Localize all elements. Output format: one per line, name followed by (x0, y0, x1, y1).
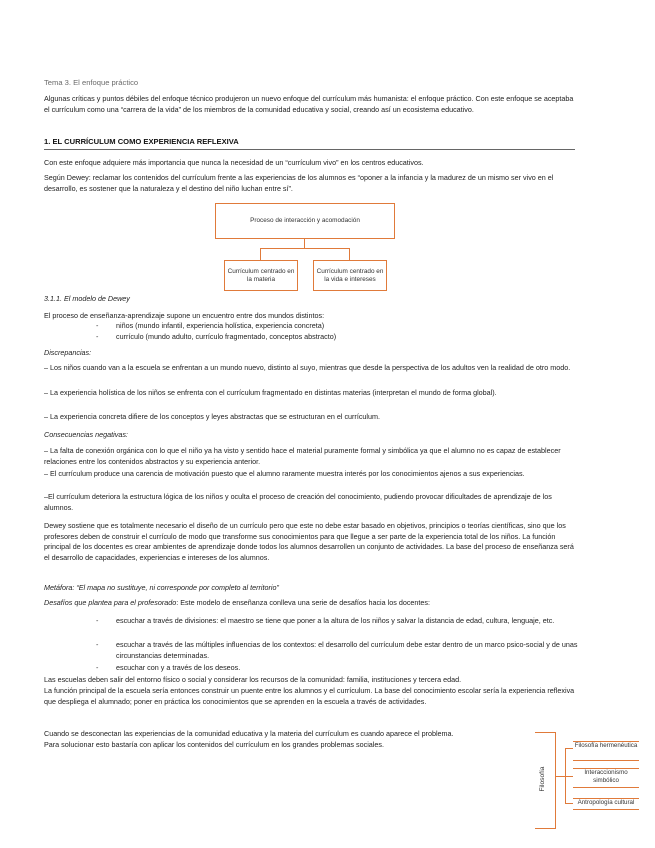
world-item: niños (mundo infantil, experiencia holística, experiencia concreta) (116, 321, 325, 330)
discrepancia-item: – La experiencia concreta difiere de los conceptos y leyes abstractas que se estructuran en el currículum. (44, 412, 380, 421)
mindmap-connector (565, 748, 573, 749)
bullet-dash: - (96, 616, 99, 625)
discrepancias-label: Discrepancias: (44, 348, 92, 357)
section-divider (44, 149, 575, 150)
mindmap-root-label: Filosofía (539, 766, 546, 792)
mindmap-connector (556, 776, 565, 777)
paragraph-1: Con este enfoque adquiere más importancia que nunca la necesidad de un “currículum vivo” en los centros educativos. (44, 158, 424, 167)
consecuencia-item: –El currículum deteriora la estructura lógica de los niños y oculta el proceso de creación del conocimiento, pudiendo provocar dificultades de aprendizaje de los alumnos. (44, 492, 552, 512)
intro-paragraph: Algunas críticas y puntos débiles del enfoque técnico produjeron un nuevo enfoque del currículum más humanista: el enfoque práctico. Con este enfoque se aceptaba el currículum como una “carrera de la vida” de los miembros de la comunidad educativa y social, creando así un ecosistema educativo. (44, 94, 574, 114)
discrepancia-item: – La experiencia holística de los niños se enfrenta con el currículum fragmentado en distintas materias (interpretan el mundo de forma global). (44, 388, 497, 397)
mindmap-connector (565, 776, 573, 777)
consecuencias-label: Consecuencias negativas: (44, 430, 128, 439)
bullet-dash: - (96, 640, 99, 649)
diagram-connector (349, 248, 350, 260)
mindmap-item (573, 768, 639, 788)
diagram-top-box (215, 203, 395, 239)
discrepancia-item: – Los niños cuando van a la escuela se enfrentan a un mundo nuevo, distinto al suyo, mientras que desde la perspectiva de los adultos ven la realidad de otro modo. (44, 363, 571, 372)
mindmap-item (573, 798, 639, 810)
subsection-title: 3.1.1. El modelo de Dewey (44, 294, 130, 303)
consecuencia-item: – El currículum produce una carencia de motivación puesto que el alumno raramente muestra interés por los conocimientos ajenos a sus experiencias. (44, 469, 525, 478)
mindmap-item-label: Filosofía hermenéutica (574, 742, 638, 749)
desafio-item: escuchar a través de divisiones: el maestro se tiene que poner a la altura de los niños y salvar la distancia de edad, cultura, lenguaje, etc. (116, 616, 555, 625)
paragraph-3: El proceso de enseñanza-aprendizaje supone un encuentro entre dos mundos distintos: (44, 311, 325, 320)
mindmap-item-label: Interaccionismo simbólico (584, 769, 628, 784)
paragraph-5: Las escuelas deben salir del entorno físico o social y considerar los recursos de la comunidad: familia, instituciones y tercera edad. (44, 675, 462, 684)
document-header: Tema 3. El enfoque práctico (44, 78, 139, 87)
section-title: 1. EL CURRÍCULUM COMO EXPERIENCIA REFLEXIVA (44, 137, 239, 146)
diagram-right-box (313, 260, 387, 291)
metafora: Metáfora: “El mapa no sustituye, ni corresponde por completo al territorio” (44, 583, 279, 592)
world-item: currículo (mundo adulto, currículo fragmentado, conceptos abstracto) (116, 332, 337, 341)
paragraph-7: Cuando se desconectan las experiencias de la comunidad educativa y la materia del currículum es cuando aparece el problema. (44, 729, 454, 738)
dewey-quote-paragraph: Según Dewey: reclamar los contenidos del currículum frente a las experiencias de los alumnos es “oponer a la infancia y la madurez de un mismo ser vivo en el desarrollo, es sostener que la naturaleza y el destino del niño luchan entre sí”. (44, 173, 554, 193)
diagram-connector (260, 248, 349, 249)
desafios-label: Desafíos que plantea para el profesorado (44, 598, 177, 607)
diagram-left-box (224, 260, 298, 291)
mindmap-item (573, 741, 639, 761)
mindmap-connector (565, 803, 573, 804)
diagram-connector (260, 248, 261, 260)
diagram-right-label: Currículum centrado en la vida e intereses (316, 267, 384, 283)
desafio-item: escuchar a través de las múltiples influencias de los contextos: el desarrollo del currículum debe estar dentro de un marco psico-social y de unas circunstancias determinadas. (116, 640, 578, 660)
bullet-dash: - (96, 332, 99, 341)
desafios-intro-text: : Este modelo de enseñanza conlleva una serie de desafíos hacia los docentes: (176, 598, 430, 607)
desafio-item: escuchar con y a través de los deseos. (116, 663, 241, 672)
bullet-dash: - (96, 321, 99, 330)
paragraph-8: Para solucionar esto bastaría con aplicar los contenidos del currículum en los grandes problemas sociales. (44, 740, 384, 749)
paragraph-4: Dewey sostiene que es totalmente necesario el diseño de un currículo pero que este no debe estar basado en objetivos, principios o teorías científicas, sino que los profesores deben de construir el currículo de modo que transforme sus conocimientos para que llegue a ser parte de la experiencia total de los niños. La función principal de los docentes es crear ambientes de aprendizaje donde todos los alumnos desarrollen un conjunto de actividades. La base del proceso de enseñanza será el desarrollo de capacidades, experiencias e intereses de los alumnos. (44, 521, 574, 562)
diagram-connector (304, 238, 305, 248)
desafios-intro (44, 598, 430, 609)
mindmap-item-label: Antropología cultural (577, 799, 635, 806)
consecuencia-item: – La falta de conexión orgánica con lo que el niño ya ha visto y sentido hace el material puramente formal y simbólica ya que el alumno no es capaz de establecer relaciones entre los contenidos abstractos y su experiencia anterior. (44, 446, 561, 466)
bullet-dash: - (96, 663, 99, 672)
diagram-left-label: Currículum centrado en la materia (227, 267, 295, 283)
diagram-top-label: Proceso de interacción y acomodación (250, 217, 360, 224)
paragraph-6: La función principal de la escuela sería entonces construir un puente entre los alumnos y el currículum. La base del conocimiento escolar sería la experiencia reflexiva que despliega el alumnado; poner en práctica los conocimientos que se aprenden en la escuela a través de actividades. (44, 686, 575, 706)
